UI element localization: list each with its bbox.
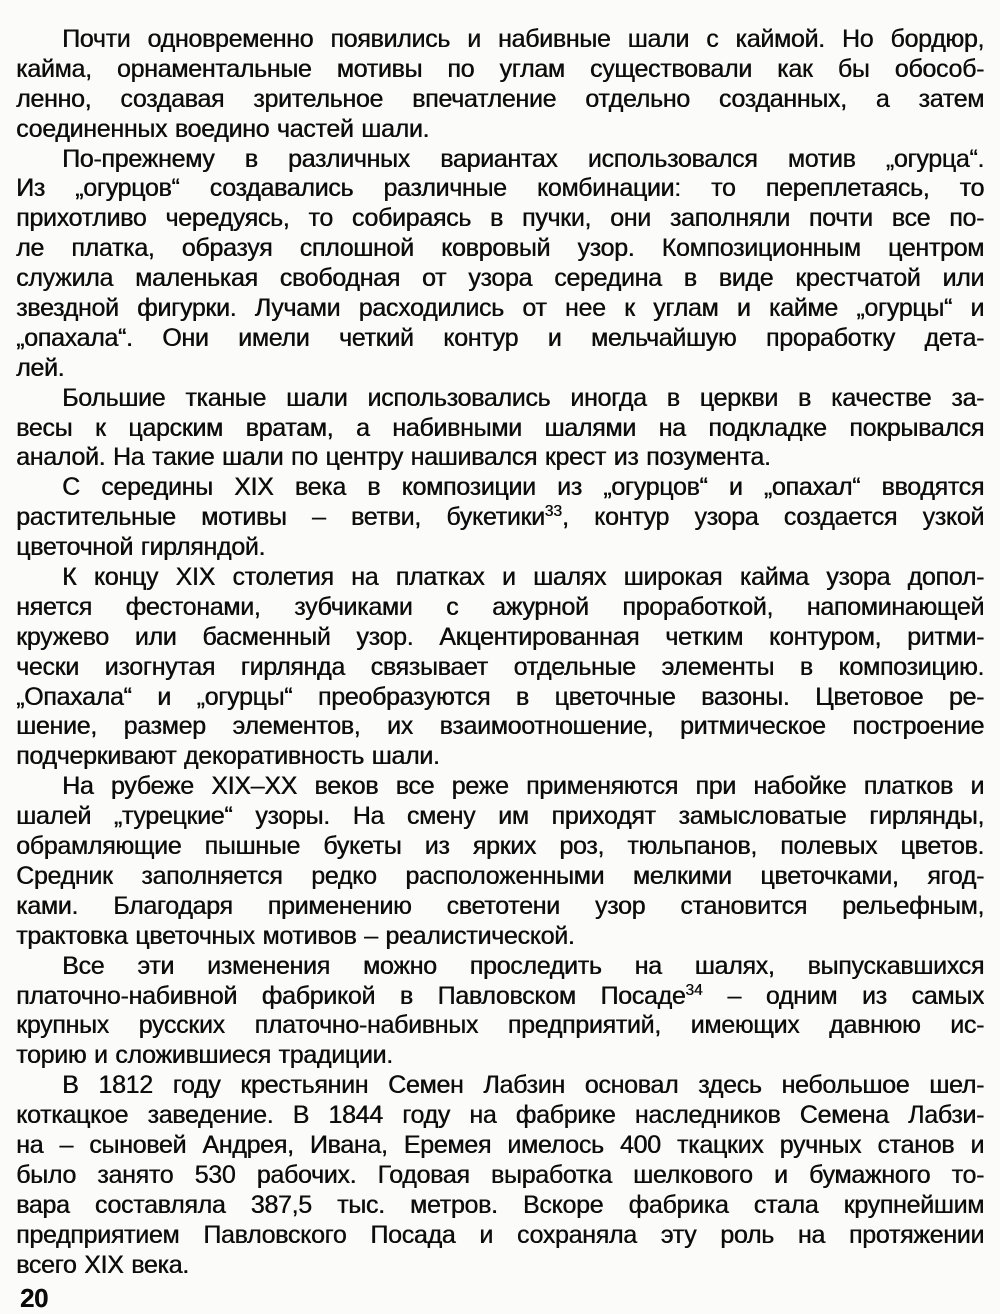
text-line: В 1812 году крестьянин Семен Лабзин основал здесь небольшое шел- bbox=[62, 1071, 984, 1100]
text-line: кайма, орнаментальные мотивы по углам существовали как бы обособ- bbox=[16, 54, 984, 83]
text-line: трактовка цветочных мотивов – реалистической. bbox=[16, 921, 575, 950]
text-line: звездной фигурки. Лучами расходились от нее к углам и кайме „огурцы“ и bbox=[16, 294, 984, 323]
text-line: на – сыновей Андрея, Ивана, Еремея имелось 400 ткацких ручных станов и bbox=[16, 1130, 984, 1159]
text-line: Большие тканые шали использовались иногда в церкви в качестве за- bbox=[62, 383, 984, 412]
text-line: лей. bbox=[16, 353, 65, 382]
text-line: Из „огурцов“ создавались различные комбинации: то переплетаясь, то bbox=[16, 174, 984, 203]
text-line: всего XIX века. bbox=[16, 1250, 189, 1279]
text-line: растительные мотивы – ветви, букетики$^{33}$, контур узора создается узкой bbox=[16, 503, 984, 532]
text-line: служила маленькая свободная от узора середина в виде крестчатой или bbox=[16, 264, 984, 293]
text-line: весы к царским вратам, а набивными шалями на подкладке покрывался bbox=[16, 413, 984, 442]
footnote-ref: 33 bbox=[544, 503, 562, 521]
text-line: Почти одновременно появились и набивные шали с каймой. Но бордюр, bbox=[62, 25, 984, 53]
footnote-ref: 34 bbox=[685, 981, 703, 999]
text-line: торию и сложившиеся традиции. bbox=[16, 1041, 393, 1070]
text-line: аналой. На такие шали по центру нашивался крест из позумента. bbox=[16, 443, 771, 472]
text-line: ле платка, образуя сплошной ковровый узор. Композиционным центром bbox=[16, 234, 984, 263]
text-line: шалей „турецкие“ узоры. На смену им приходят замысловатые гирлянды, bbox=[16, 802, 984, 831]
text-line: няется фестонами, зубчиками с ажурной проработкой, напоминающей bbox=[16, 592, 984, 621]
text-line: цветочной гирляндой. bbox=[16, 533, 266, 562]
text-line: Все эти изменения можно проследить на шалях, выпускавшихся bbox=[62, 951, 984, 980]
text-line: шение, размер элементов, их взаимоотношение, ритмическое построение bbox=[16, 712, 984, 741]
text-line: „Опахала“ и „огурцы“ преобразуются в цветочные вазоны. Цветовое ре- bbox=[16, 682, 984, 711]
text-line: платочно-набивной фабрикой в Павловском Посаде$^{34}$ – одним из самых bbox=[16, 981, 984, 1010]
text-line: ками. Благодаря применению светотени узор становится рельефным, bbox=[16, 891, 984, 920]
text-line: чески изогнутая гирлянда связывает отдельные элементы в композицию. bbox=[16, 652, 984, 681]
text-line: По-прежнему в различных вариантах использовался мотив „огурца“. bbox=[62, 144, 984, 173]
paragraph bbox=[16, 25, 984, 145]
text-line: соединенных воедино частей шали. bbox=[16, 114, 430, 143]
text-line: крупных русских платочно-набивных предприятий, имеющих давнюю ис- bbox=[16, 1011, 984, 1040]
text-line: подчеркивают декоративность шали. bbox=[16, 742, 440, 771]
text-line: Средник заполняется редко расположенными мелкими цветочками, ягод- bbox=[16, 861, 984, 890]
text-line: кружево или басменный узор. Акцентированная четким контуром, ритми- bbox=[16, 622, 984, 651]
paragraph bbox=[16, 772, 984, 951]
text-line: предприятием Павловского Посада и сохраняла эту роль на протяжении bbox=[16, 1220, 984, 1249]
text-line: было занято 530 рабочих. Годовая выработка шелкового и бумажного то- bbox=[16, 1160, 984, 1189]
paragraph bbox=[16, 145, 984, 384]
text-block bbox=[16, 25, 984, 1280]
text-line: „опахала“. Они имели четкий контур и мельчайшую проработку дета- bbox=[16, 323, 984, 352]
page-number: 20 bbox=[20, 1283, 48, 1314]
text-line: вара составляла 387,5 тыс. метров. Вскоре фабрика стала крупнейшим bbox=[16, 1190, 984, 1219]
text-line: На рубеже XIX–XX веков все реже применяются при набойке платков и bbox=[62, 772, 984, 801]
text-line: К концу XIX столетия на платках и шалях широкая кайма узора допол- bbox=[62, 563, 984, 592]
text-line: коткацкое заведение. В 1844 году на фабрике наследников Семена Лабзи- bbox=[16, 1101, 984, 1130]
text-line: обрамляющие пышные букеты из ярких роз, тюльпанов, полевых цветов. bbox=[16, 832, 984, 861]
paragraph bbox=[16, 563, 984, 772]
paragraph bbox=[16, 1071, 984, 1280]
text-line: прихотливо чередуясь, то собираясь в пучки, они заполняли почти все по- bbox=[16, 204, 984, 233]
paragraph bbox=[16, 384, 984, 474]
paragraph bbox=[16, 473, 984, 563]
text-line: ленно, создавая зрительное впечатление отдельно созданных, а затем bbox=[16, 84, 984, 113]
paragraph bbox=[16, 952, 984, 1072]
text-line: С середины XIX века в композиции из „огурцов“ и „опахал“ вводятся bbox=[62, 473, 984, 502]
